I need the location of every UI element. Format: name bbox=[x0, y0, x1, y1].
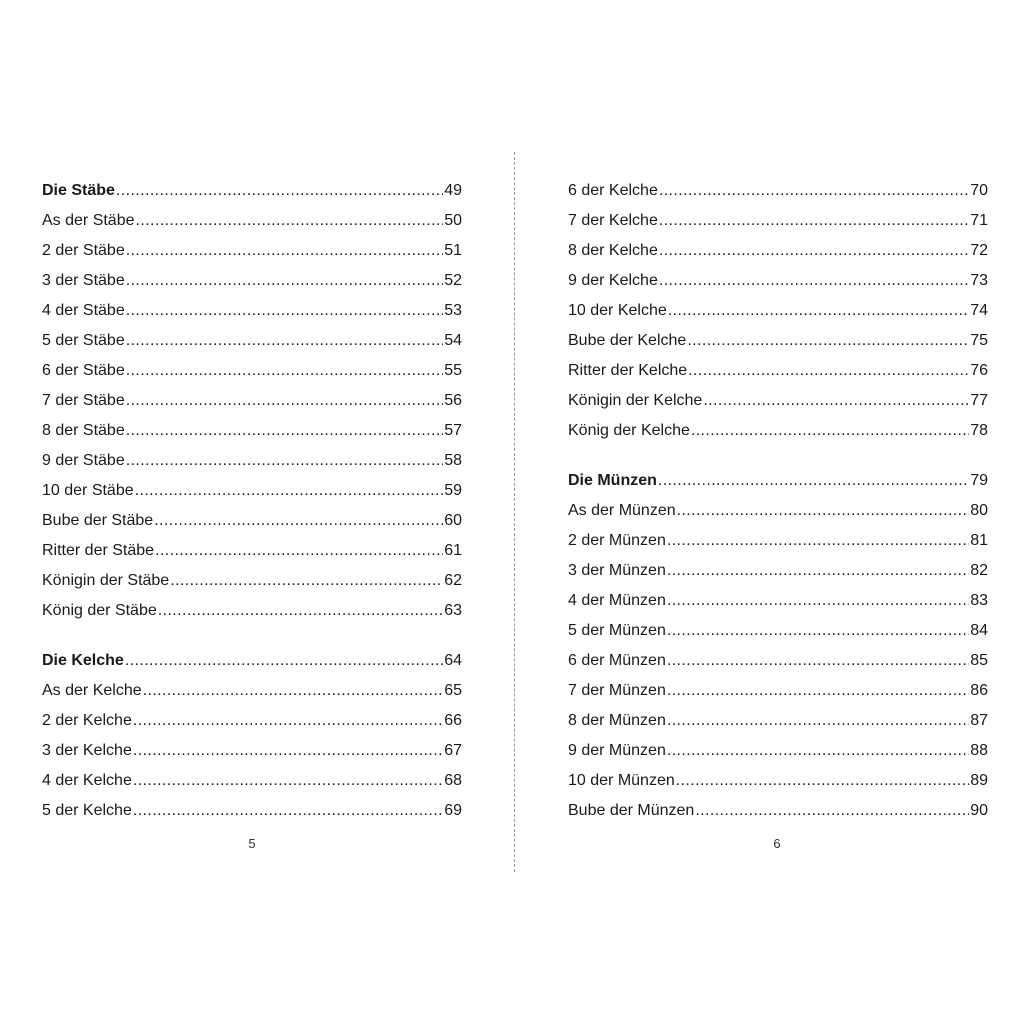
toc-leader-dots bbox=[133, 766, 443, 796]
toc-leader-dots bbox=[667, 646, 969, 676]
toc-entry bbox=[42, 446, 462, 476]
toc-entry-title: 7 der Kelche bbox=[568, 212, 658, 229]
toc-leader-dots bbox=[658, 466, 969, 496]
toc-entry bbox=[42, 766, 462, 796]
toc-page-number: 62 bbox=[444, 572, 462, 589]
toc-entry bbox=[568, 236, 988, 266]
toc-leader-dots bbox=[125, 646, 443, 676]
toc-leader-dots bbox=[158, 596, 443, 626]
toc-leader-dots bbox=[155, 536, 443, 566]
toc-entry-title: 10 der Münzen bbox=[568, 772, 675, 789]
toc-leader-dots bbox=[126, 416, 443, 446]
toc-section-heading bbox=[568, 466, 988, 496]
toc-page-number: 77 bbox=[970, 392, 988, 409]
toc-leader-dots bbox=[676, 766, 969, 796]
toc-page-right bbox=[568, 176, 988, 826]
toc-leader-dots bbox=[667, 586, 969, 616]
toc-page-number: 79 bbox=[970, 472, 988, 489]
toc-entry bbox=[568, 736, 988, 766]
toc-entry bbox=[42, 476, 462, 506]
toc-entry bbox=[568, 416, 988, 446]
toc-leader-dots bbox=[126, 296, 443, 326]
toc-entry bbox=[42, 296, 462, 326]
toc-leader-dots bbox=[133, 706, 443, 736]
toc-leader-dots bbox=[659, 206, 969, 236]
toc-entry bbox=[42, 736, 462, 766]
toc-page-number: 67 bbox=[444, 742, 462, 759]
toc-page-number: 85 bbox=[970, 652, 988, 669]
toc-entry-title: König der Kelche bbox=[568, 422, 690, 439]
toc-page-number: 86 bbox=[970, 682, 988, 699]
page-number-right: 6 bbox=[773, 836, 781, 851]
toc-leader-dots bbox=[126, 266, 443, 296]
toc-entry-title: 2 der Kelche bbox=[42, 712, 132, 729]
toc-entry bbox=[42, 706, 462, 736]
toc-page-number: 76 bbox=[970, 362, 988, 379]
toc-entry-title: 6 der Münzen bbox=[568, 652, 666, 669]
toc-entry bbox=[42, 506, 462, 536]
toc-leader-dots bbox=[677, 496, 970, 526]
toc-leader-dots bbox=[667, 556, 969, 586]
toc-page-number: 57 bbox=[444, 422, 462, 439]
toc-page-number: 59 bbox=[444, 482, 462, 499]
toc-page-number: 68 bbox=[444, 772, 462, 789]
toc-entry bbox=[42, 266, 462, 296]
toc-entry bbox=[568, 386, 988, 416]
toc-page-number: 53 bbox=[444, 302, 462, 319]
toc-leader-dots bbox=[143, 676, 444, 706]
toc-page-number: 70 bbox=[970, 182, 988, 199]
toc-leader-dots bbox=[659, 236, 969, 266]
toc-entry bbox=[42, 206, 462, 236]
toc-page-number: 82 bbox=[970, 562, 988, 579]
toc-page-number: 88 bbox=[970, 742, 988, 759]
toc-entry-title: 4 der Kelche bbox=[42, 772, 132, 789]
toc-entry-title: As der Münzen bbox=[568, 502, 676, 519]
toc-entry bbox=[42, 326, 462, 356]
toc-leader-dots bbox=[126, 236, 443, 266]
toc-page-number: 72 bbox=[970, 242, 988, 259]
toc-page-number: 84 bbox=[970, 622, 988, 639]
toc-entry-title: Königin der Kelche bbox=[568, 392, 703, 409]
toc-leader-dots bbox=[659, 266, 969, 296]
toc-entry-title: 8 der Münzen bbox=[568, 712, 666, 729]
toc-entry-title: 5 der Münzen bbox=[568, 622, 666, 639]
toc-entry-title: 3 der Münzen bbox=[568, 562, 666, 579]
toc-page-number: 64 bbox=[444, 652, 462, 669]
toc-page-number: 58 bbox=[444, 452, 462, 469]
toc-entry-title: 9 der Münzen bbox=[568, 742, 666, 759]
toc-leader-dots bbox=[154, 506, 443, 536]
toc-heading-title: Die Stäbe bbox=[42, 182, 115, 199]
toc-entry bbox=[568, 176, 988, 206]
toc-page-number: 75 bbox=[970, 332, 988, 349]
toc-leader-dots bbox=[668, 296, 969, 326]
toc-entry-title: Königin der Stäbe bbox=[42, 572, 170, 589]
toc-entry bbox=[42, 676, 462, 706]
toc-entry bbox=[568, 706, 988, 736]
toc-leader-dots bbox=[136, 206, 444, 236]
toc-leader-dots bbox=[667, 676, 969, 706]
toc-entry bbox=[42, 536, 462, 566]
toc-page-number: 49 bbox=[444, 182, 462, 199]
toc-leader-dots bbox=[170, 566, 443, 596]
toc-entry bbox=[42, 356, 462, 386]
toc-page-number: 90 bbox=[970, 802, 988, 819]
toc-leader-dots bbox=[126, 326, 443, 356]
toc-entry bbox=[568, 356, 988, 386]
toc-entry bbox=[568, 326, 988, 356]
toc-leader-dots bbox=[667, 616, 969, 646]
toc-entry bbox=[568, 766, 988, 796]
toc-entry bbox=[42, 596, 462, 626]
toc-entry-title: 2 der Münzen bbox=[568, 532, 666, 549]
toc-entry bbox=[568, 556, 988, 586]
toc-entry-title: Ritter der Stäbe bbox=[42, 542, 155, 559]
toc-entry-title: König der Stäbe bbox=[42, 602, 157, 619]
toc-entry-title: 6 der Kelche bbox=[568, 182, 658, 199]
toc-leader-dots bbox=[133, 736, 443, 766]
toc-entry bbox=[42, 796, 462, 826]
toc-entry-title: 10 der Stäbe bbox=[42, 482, 134, 499]
toc-page-number: 81 bbox=[970, 532, 988, 549]
toc-leader-dots bbox=[667, 526, 969, 556]
toc-page-left bbox=[42, 176, 462, 826]
toc-entry-title: 4 der Stäbe bbox=[42, 302, 125, 319]
toc-section-heading bbox=[42, 176, 462, 206]
toc-leader-dots bbox=[687, 326, 969, 356]
toc-entry-title: Bube der Kelche bbox=[568, 332, 687, 349]
toc-entry bbox=[568, 646, 988, 676]
toc-entry-title: 8 der Stäbe bbox=[42, 422, 125, 439]
toc-heading-title: Die Münzen bbox=[568, 472, 657, 489]
toc-entry-title: 6 der Stäbe bbox=[42, 362, 125, 379]
toc-page-number: 78 bbox=[970, 422, 988, 439]
toc-entry-title: 9 der Kelche bbox=[568, 272, 658, 289]
toc-leader-dots bbox=[703, 386, 969, 416]
toc-entry-title: Bube der Stäbe bbox=[42, 512, 154, 529]
toc-leader-dots bbox=[667, 736, 969, 766]
toc-leader-dots bbox=[126, 446, 443, 476]
toc-entry-title: 3 der Stäbe bbox=[42, 272, 125, 289]
toc-page-number: 87 bbox=[970, 712, 988, 729]
toc-section-heading bbox=[42, 646, 462, 676]
toc-entry bbox=[568, 496, 988, 526]
toc-page-number: 63 bbox=[444, 602, 462, 619]
toc-leader-dots bbox=[135, 476, 444, 506]
toc-entry bbox=[42, 416, 462, 446]
toc-entry-title: As der Stäbe bbox=[42, 212, 135, 229]
toc-leader-dots bbox=[695, 796, 969, 826]
toc-page-number: 61 bbox=[444, 542, 462, 559]
toc-page-number: 56 bbox=[444, 392, 462, 409]
toc-page-number: 65 bbox=[444, 682, 462, 699]
toc-leader-dots bbox=[659, 176, 969, 206]
toc-page-number: 69 bbox=[444, 802, 462, 819]
toc-page-number: 83 bbox=[970, 592, 988, 609]
toc-page-number: 89 bbox=[970, 772, 988, 789]
toc-page-number: 55 bbox=[444, 362, 462, 379]
toc-page-number: 73 bbox=[970, 272, 988, 289]
toc-entry bbox=[568, 796, 988, 826]
page-fold-divider bbox=[514, 152, 515, 872]
toc-entry-title: Bube der Münzen bbox=[568, 802, 695, 819]
toc-leader-dots bbox=[133, 796, 443, 826]
toc-entry-title: 7 der Stäbe bbox=[42, 392, 125, 409]
toc-entry-title: 5 der Kelche bbox=[42, 802, 132, 819]
toc-entry bbox=[568, 586, 988, 616]
toc-entry-title: 2 der Stäbe bbox=[42, 242, 125, 259]
toc-entry bbox=[568, 206, 988, 236]
toc-entry-title: 7 der Münzen bbox=[568, 682, 666, 699]
toc-leader-dots bbox=[126, 386, 443, 416]
toc-page-number: 80 bbox=[970, 502, 988, 519]
toc-page-number: 52 bbox=[444, 272, 462, 289]
toc-entry-title: 8 der Kelche bbox=[568, 242, 658, 259]
toc-page-number: 51 bbox=[444, 242, 462, 259]
toc-entry bbox=[568, 676, 988, 706]
toc-entry-title: As der Kelche bbox=[42, 682, 142, 699]
toc-page-number: 60 bbox=[444, 512, 462, 529]
toc-leader-dots bbox=[667, 706, 969, 736]
toc-entry-title: 3 der Kelche bbox=[42, 742, 132, 759]
toc-entry-title: Ritter der Kelche bbox=[568, 362, 688, 379]
toc-entry bbox=[42, 566, 462, 596]
toc-entry bbox=[568, 266, 988, 296]
toc-entry bbox=[568, 296, 988, 326]
toc-entry bbox=[568, 616, 988, 646]
toc-leader-dots bbox=[688, 356, 969, 386]
toc-entry-title: 10 der Kelche bbox=[568, 302, 667, 319]
toc-entry-title: 5 der Stäbe bbox=[42, 332, 125, 349]
toc-leader-dots bbox=[691, 416, 969, 446]
toc-entry-title: 9 der Stäbe bbox=[42, 452, 125, 469]
toc-page-number: 66 bbox=[444, 712, 462, 729]
toc-page-number: 54 bbox=[444, 332, 462, 349]
toc-leader-dots bbox=[116, 176, 443, 206]
toc-leader-dots bbox=[126, 356, 443, 386]
toc-heading-title: Die Kelche bbox=[42, 652, 124, 669]
toc-entry bbox=[568, 526, 988, 556]
toc-page-number: 50 bbox=[444, 212, 462, 229]
toc-entry bbox=[42, 236, 462, 266]
toc-entry bbox=[42, 386, 462, 416]
toc-page-number: 71 bbox=[970, 212, 988, 229]
toc-entry-title: 4 der Münzen bbox=[568, 592, 666, 609]
toc-page-number: 74 bbox=[970, 302, 988, 319]
page-number-left: 5 bbox=[248, 836, 256, 851]
